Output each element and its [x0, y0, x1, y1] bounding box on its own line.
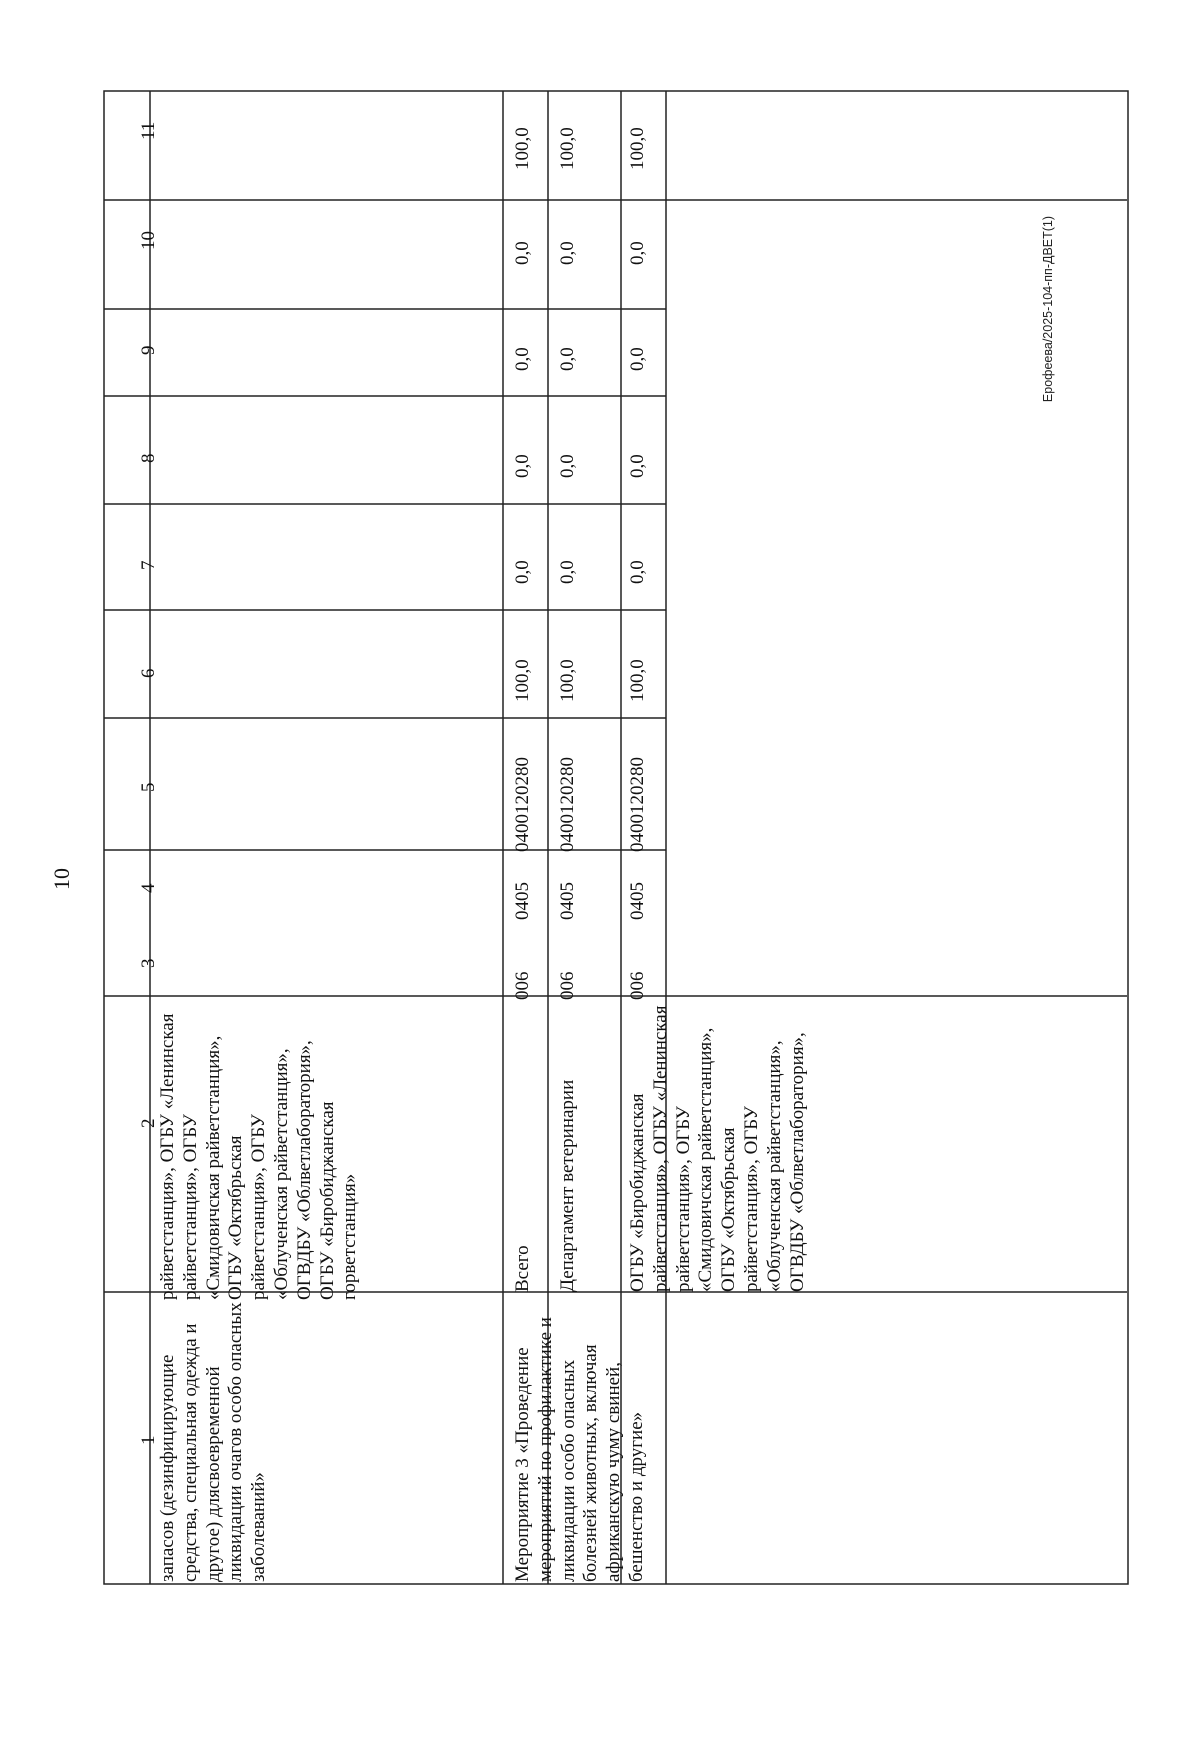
row-rzpr: 0405	[557, 882, 578, 920]
column-header-10: 10	[138, 231, 159, 250]
row-c8: 0,0	[512, 454, 533, 478]
row-c11: 100,0	[557, 127, 578, 170]
row-c7: 0,0	[557, 560, 578, 584]
row-rzpr: 0405	[512, 882, 533, 920]
column-header-7: 7	[138, 560, 159, 570]
row-c6: 100,0	[557, 659, 578, 702]
continuation-measure-text: запасов (дезинфицирующие средства, специальная одежда и другое) длясвоевременной ликвидации очагов особо опасных заболеваний»	[157, 1302, 270, 1582]
row-csr: 0400120280	[512, 757, 533, 852]
row-c10: 0,0	[627, 241, 648, 265]
continuation-executor-text: райветстанция», ОГБУ «Ленинская райветстанция», ОГБУ «Смидовичская райветстанция», ОГБУ «Октябрьская райветстанция», ОГБУ «Облученская райветстанция», ОГВДБУ «Облветлаборатория», ОГБУ «Биробиджанская горветстанция»	[157, 1013, 361, 1300]
row-c8: 0,0	[627, 454, 648, 478]
row-grbs: 006	[557, 971, 578, 1000]
column-header-11: 11	[138, 121, 159, 140]
row-executor: Всего	[512, 1245, 533, 1292]
row-c9: 0,0	[557, 347, 578, 371]
row-grbs: 006	[512, 971, 533, 1000]
row-executor: ОГБУ «Биробиджанская райветстанция», ОГБУ «Ленинская райветстанция», ОГБУ «Смидовичская райветстанция», ОГБУ «Октябрьская райветстанция», ОГБУ «Облученская райветстанция», ОГВДБУ «Облветлаборатория»,	[627, 1005, 808, 1292]
row-c6: 100,0	[512, 659, 533, 702]
row-c7: 0,0	[512, 560, 533, 584]
row-c9: 0,0	[512, 347, 533, 371]
column-header-1: 1	[138, 1435, 159, 1445]
document-code: Ерофеева/2025-104-пп-ДВЕТ(1)	[1041, 215, 1055, 403]
column-header-4: 4	[138, 883, 159, 893]
row-c10: 0,0	[512, 241, 533, 265]
row-executor: Департамент ветеринарии	[557, 1079, 578, 1292]
column-header-9: 9	[138, 345, 159, 355]
page-number: 10	[49, 868, 74, 890]
column-header-2: 2	[138, 1118, 159, 1128]
column-header-3: 3	[138, 958, 159, 968]
column-header-8: 8	[138, 453, 159, 463]
measure-3-text: Мероприятие 3 «Проведение мероприятий по профилактике и ликвидации особо опасных болезней животных, включая африканскую чуму свиней, бешенство и другие»	[512, 1317, 647, 1582]
row-c6: 100,0	[627, 659, 648, 702]
row-c11: 100,0	[627, 127, 648, 170]
row-c9: 0,0	[627, 347, 648, 371]
row-csr: 0400120280	[627, 757, 648, 852]
column-header-5: 5	[138, 782, 159, 792]
row-c11: 100,0	[512, 127, 533, 170]
row-c7: 0,0	[627, 560, 648, 584]
row-c10: 0,0	[557, 241, 578, 265]
column-header-6: 6	[138, 668, 159, 678]
row-c8: 0,0	[557, 454, 578, 478]
row-rzpr: 0405	[627, 882, 648, 920]
row-csr: 0400120280	[557, 757, 578, 852]
row-grbs: 006	[627, 971, 648, 1000]
